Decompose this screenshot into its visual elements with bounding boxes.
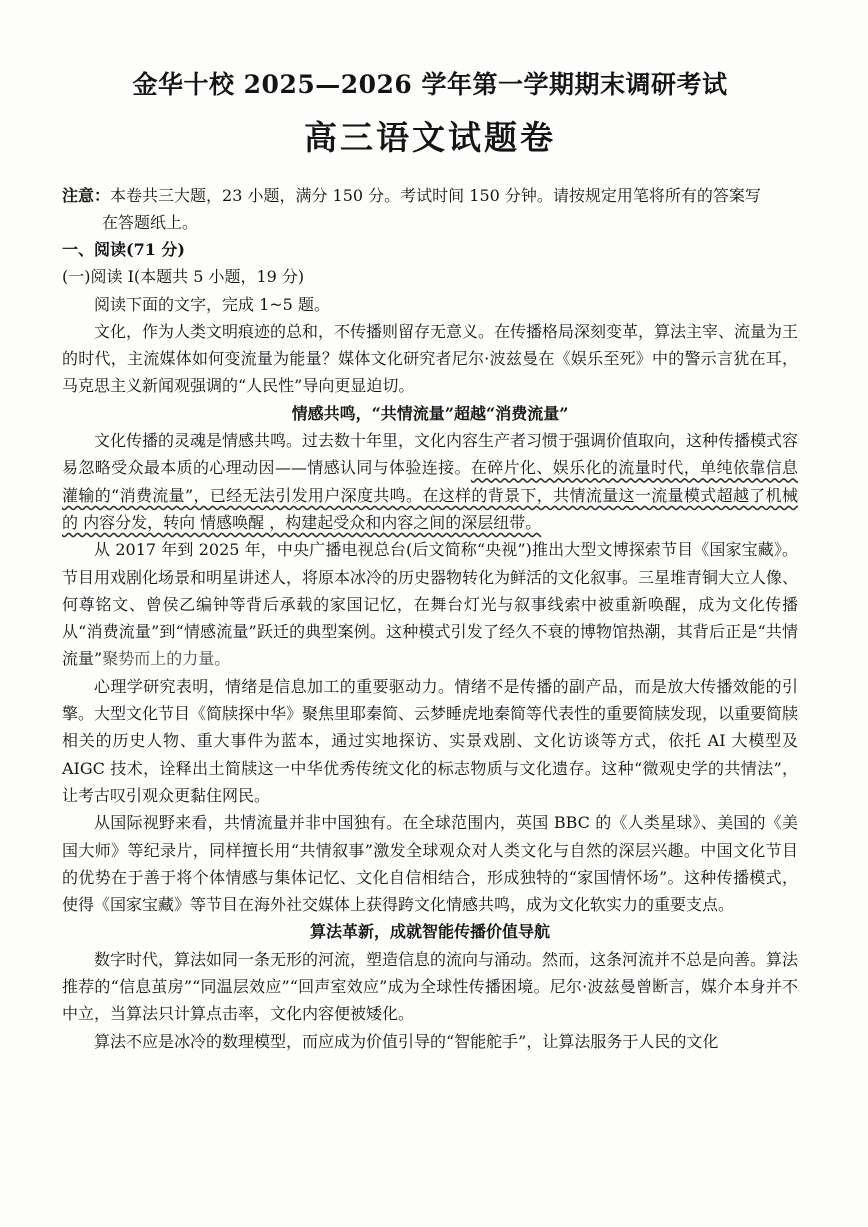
notice-label: 注意： bbox=[62, 186, 111, 205]
scribbled-text: 聚势而上的力量。 bbox=[102, 649, 231, 669]
section-heading: 一、阅读(71 分) bbox=[62, 240, 185, 259]
exam-title: 金华十校 2025—2026 学年第一学期期末调研考试 bbox=[132, 70, 728, 99]
exam-subtitle: 高三语文试题卷 bbox=[304, 118, 556, 157]
paragraph-2-text: 从 2017 年到 2025 年，中央广播电视总台(后文简称“央视”)推出大型文博探索节目《国家宝藏》。节目用戏剧化场景和明星讲述人，将原本冰冷的历史器物转化为鲜活的文化叙事。三星堆青铜大立人像、何尊铭文、曾侯乙编钟等背后承载的家国记忆，在舞台灯光与叙事线索中被重新唤醒，成为文化传播从“消费流量”到“情感流量”跃迁的典型案例。这种模式引发了经久不衰的博物馆热潮，其背后正是“共情流量” bbox=[62, 540, 799, 669]
paragraph-1-text: 文化传播的灵魂是情感共鸣。过去数十年里，文化内容生产者习惯于强调价值取向，这种传播模式容易忽略受众最本质的心理动因——情感认同与体验连接。 bbox=[62, 431, 799, 478]
intro-paragraph: 文化，作为人类文明痕迹的总和，不传播则留存无意义。在传播格局深刻变革，算法主宰、流量为王的时代，主流媒体如何变流量为能量？媒体文化研究者尼尔·波兹曼在《娱乐至死》中的警示言犹在耳，马克思主义新闻观强调的“人民性”导向更显迫切。 bbox=[62, 321, 799, 396]
paragraph-3: 心理学研究表明，情绪是信息加工的重要驱动力。情绪不是传播的副产品，而是放大传播效能的引擎。大型文化节目《简牍探中华》聚焦里耶秦简、云梦睡虎地秦简等代表性的重要简牍发现，以重要简牍相关的历史人物、重大事件为蓝本，通过实地探访、实景戏剧、文化访谈等方式，依托 AI 大模型及 AIGC 技术，诠释出土简牍这一中华优秀传统文化的标志物质与文化遗存。这种“微观史学的共情法”，让考古叹引观众更黏住网民。 bbox=[62, 676, 799, 805]
instruction: 阅读下面的文字，完成 1~5 题。 bbox=[94, 294, 330, 314]
paragraph-2 bbox=[62, 536, 798, 672]
wavy-underlined-text: 在碎片化、娱乐化的流量时代，单纯依靠信息灌输的“消费流量”，已经无法引发用户深度共鸣。在这样的背景下，共情流量这一流量模式超越了机械的 内容分发，转向 情感唤醒 ，构建起受众和内容之间的深层纽带。 bbox=[62, 458, 798, 532]
subheading-2: 算法革新，成就智能传播价值导航 bbox=[309, 922, 550, 942]
paragraph-4: 从国际视野来看，共情流量并非中国独有。在全球范围内，英国 BBC 的《人类星球》、美国的《美国大师》等纪录片，同样擅长用“共情叙事”激发全球观众对人类文化与自然的深层兴趣。中国文化节目的优势在于善于将个体情感与集体记忆、文化自信相结合，形成独特的“家国情怀场”。这种传播模式，使得《国家宝藏》等节目在海外社交媒体上获得跨文化情感共鸣，成为文化软实力的重要支点。 bbox=[62, 813, 798, 915]
notice-line2: 在答题纸上。 bbox=[102, 213, 199, 232]
paragraph-6: 算法不应是冰冷的数理模型，而应成为价值引导的“智能舵手”，让算法服务于人民的文化 bbox=[94, 1031, 719, 1051]
notice bbox=[62, 182, 798, 236]
paragraph-5: 数字时代，算法如同一条无形的河流，塑造信息的流向与涌动。然而，这条河流并不总是向善。算法推荐的“信息茧房”“同温层效应”“回声室效应”成为全球性传播困境。尼尔·波兹曼曾断言，媒介本身并不中立，当算法只计算点击率，文化内容便被矮化。 bbox=[62, 949, 799, 1024]
part-heading: (一)阅读 Ⅰ(本题共 5 小题，19 分) bbox=[62, 267, 305, 287]
notice-line1: 本卷共三大题，23 小题，满分 150 分。考试时间 150 分钟。请按规定用笔将所有的答案写 bbox=[110, 186, 761, 205]
subheading-1: 情感共鸣，“共情流量”超越“消费流量” bbox=[291, 403, 569, 423]
paragraph-1 bbox=[62, 427, 798, 536]
